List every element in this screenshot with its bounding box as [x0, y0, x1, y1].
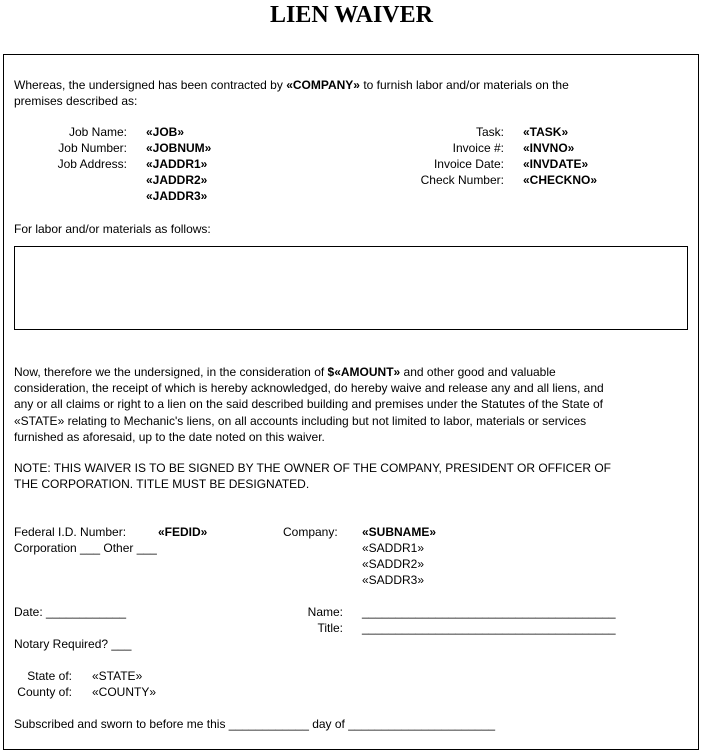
note-line-1: NOTE: THIS WAIVER IS TO BE SIGNED BY THE OWNER OF THE COMPANY, PRESIDENT OR OFFICER OF [14, 461, 611, 475]
document-title: LIEN WAIVER [270, 2, 433, 28]
state-label: State of: [27, 669, 72, 683]
job-number-label: Job Number: [58, 141, 127, 155]
intro-prefix: Whereas, the undersigned has been contracted by [14, 78, 287, 92]
corporation-other-line[interactable]: Corporation ___ Other ___ [14, 541, 157, 555]
amount-field: $«AMOUNT» [327, 365, 401, 379]
county-label: County of: [17, 685, 72, 699]
task-label: Task: [475, 125, 504, 139]
sub-address-2: «SADDR2» [362, 557, 425, 571]
invoice-number-value: «INVNO» [523, 141, 575, 155]
job-name-value: «JOB» [146, 125, 185, 139]
state-value: «STATE» [92, 669, 143, 683]
date-line[interactable]: Date: ____________ [14, 605, 127, 619]
name-label: Name: [307, 605, 343, 619]
job-address-label: Job Address: [57, 157, 127, 171]
intro-line-1 [14, 77, 569, 93]
invoice-date-label: Invoice Date: [433, 157, 504, 171]
waiver-line-2: consideration, the receipt of which is hereby acknowledged, do hereby waive and release any and all liens, and [14, 381, 604, 395]
note-line-2: THE CORPORATION. TITLE MUST BE DESIGNATED. [14, 477, 310, 491]
job-address-2-value: «JADDR2» [146, 173, 208, 187]
company-label: Company: [283, 525, 338, 539]
intro-suffix: to furnish labor and/or materials on the [359, 78, 569, 92]
task-value: «TASK» [523, 125, 569, 139]
invoice-number-label: Invoice #: [452, 141, 504, 155]
waiver-line-1 [14, 364, 556, 380]
county-value: «COUNTY» [92, 685, 157, 699]
notary-required-line[interactable]: Notary Required? ___ [14, 637, 132, 651]
invoice-date-value: «INVDATE» [523, 157, 589, 171]
job-address-1-value: «JADDR1» [146, 157, 208, 171]
title-blank[interactable]: ______________________________________ [362, 621, 616, 635]
company-field: «COMPANY» [286, 78, 360, 92]
waiver-line-4: «STATE» relating to Mechanic's liens, on all accounts including but not limited to labor, materials or services [14, 414, 587, 428]
intro-line-2: premises described as: [14, 94, 138, 108]
fedid-value: «FEDID» [158, 525, 208, 539]
job-number-value: «JOBNUM» [146, 141, 212, 155]
materials-box[interactable] [14, 246, 688, 330]
company-value: «SUBNAME» [362, 525, 437, 539]
sub-address-1: «SADDR1» [362, 541, 425, 555]
sworn-line[interactable]: Subscribed and sworn to before me this ____________ day of ______________________ [14, 717, 496, 731]
materials-label: For labor and/or materials as follows: [14, 222, 211, 236]
check-number-value: «CHECKNO» [523, 173, 598, 187]
fedid-label: Federal I.D. Number: [14, 525, 127, 539]
title-label: Title: [317, 621, 343, 635]
waiver-line-5: furnished as aforesaid, up to the date noted on this waiver. [14, 430, 325, 444]
sub-address-3: «SADDR3» [362, 573, 425, 587]
waiver-line-1-suffix: and other good and valuable [400, 365, 556, 379]
waiver-line-1-prefix: Now, therefore we the undersigned, in the consideration of [14, 365, 328, 379]
job-address-3-value: «JADDR3» [146, 189, 208, 203]
name-blank[interactable]: ______________________________________ [362, 605, 616, 619]
waiver-line-3: any or all claims or right to a lien on the said described building and premises under the Statutes of the State of [14, 397, 604, 411]
job-name-label: Job Name: [68, 125, 127, 139]
check-number-label: Check Number: [420, 173, 504, 187]
